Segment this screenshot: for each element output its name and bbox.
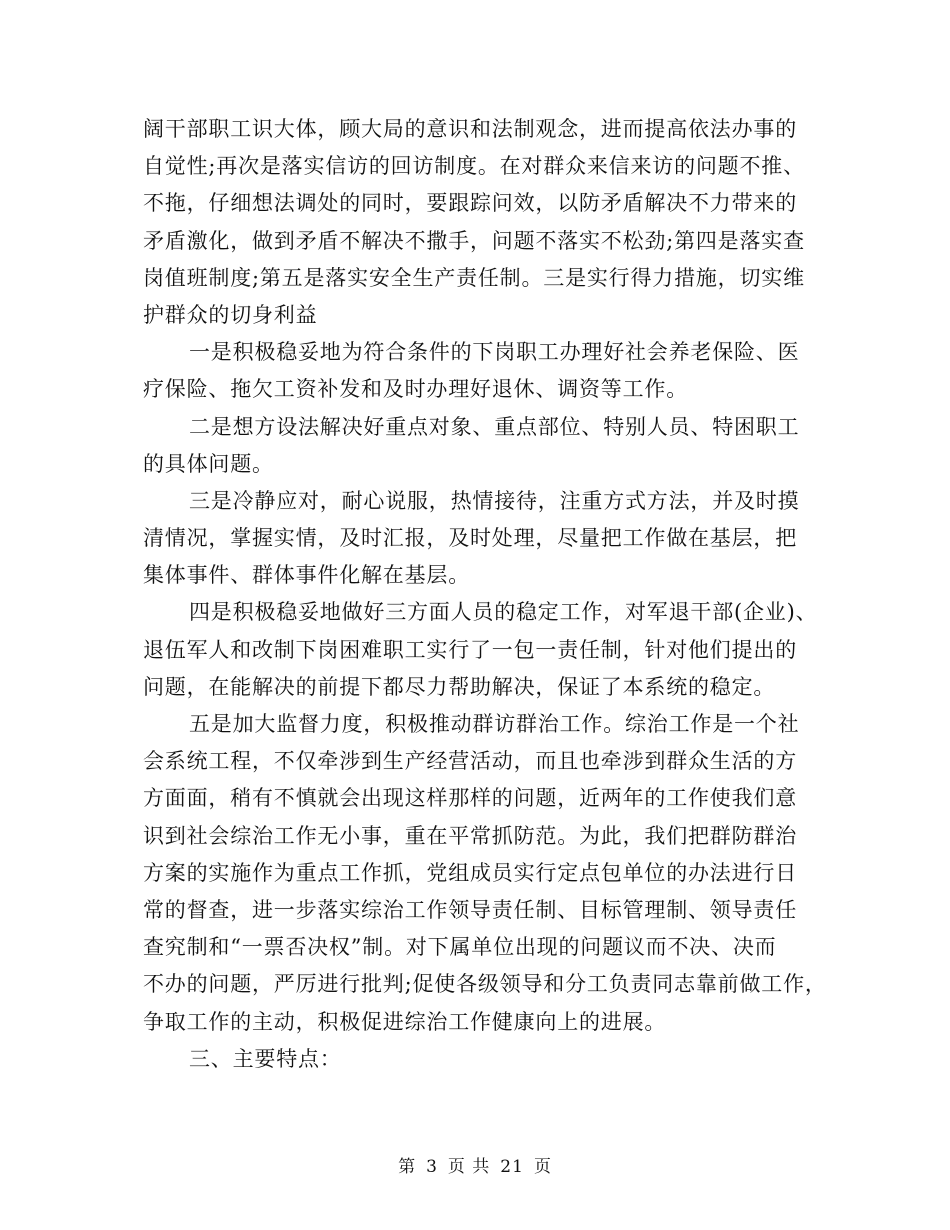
footer-middle: 页 共 [447, 1157, 491, 1177]
text-line: 不办的问题，严厉进行批判;促使各级领导和分工负责同志靠前做工作， [143, 972, 827, 997]
text-line: 方案的实施作为重点工作抓，党组成员实行定点包单位的办法进行日 [143, 860, 797, 885]
text-line: 会系统工程，不仅牵涉到生产经营活动，而且也牵涉到群众生活的方 [143, 749, 797, 774]
text-line: 集体事件、群体事件化解在基层。 [143, 563, 470, 588]
page-footer [0, 1152, 950, 1177]
text-line: 护群众的切身利益 [143, 302, 318, 327]
footer-prefix: 第 [398, 1157, 417, 1177]
footer-suffix: 页 [533, 1157, 552, 1177]
paragraph-start-line: 四是积极稳妥地做好三方面人员的稳定工作，对军退干部(企业)、 [189, 600, 818, 625]
document-body [143, 111, 827, 1078]
text-line: 退伍军人和改制下岗困难职工实行了一包一责任制，针对他们提出的 [143, 637, 797, 662]
text-line: 自觉性;再次是落实信访的回访制度。在对群众来信来访的问题不推、 [143, 154, 805, 179]
text-line: 的具体问题。 [143, 451, 274, 476]
paragraph-start-line: 五是加大监督力度，积极推动群访群治工作。综治工作是一个社 [189, 712, 800, 736]
text-line: 查究制和“一票否决权”制。对下属单位出现的问题议而不决、决而 [143, 935, 777, 960]
text-line: 识到社会综治工作无小事，重在平常抓防范。为此，我们把群防群治 [143, 823, 797, 848]
paragraph-start-line: 三是冷静应对，耐心说服，热情接待，注重方式方法，并及时摸 [189, 488, 800, 513]
text-line: 矛盾激化，做到矛盾不解决不撒手，问题不落实不松劲;第四是落实查 [143, 228, 805, 253]
paragraph-start-line: 一是积极稳妥地为符合条件的下岗职工办理好社会养老保险、医 [189, 340, 800, 365]
text-line: 岗值班制度;第五是落实安全生产责任制。三是实行得力措施，切实维 [143, 265, 805, 290]
text-line: 争取工作的主动，积极促进综治工作健康向上的进展。 [143, 1009, 667, 1034]
text-line: 不拖，仔细想法调处的同时，要跟踪问效，以防矛盾解决不力带来的 [143, 191, 797, 216]
text-line: 常的督查，进一步落实综治工作领导责任制、目标管理制、领导责任 [143, 897, 797, 922]
text-line: 清情况，掌握实情，及时汇报，及时处理，尽量把工作做在基层，把 [143, 526, 797, 551]
paragraph-start-line: 二是想方设法解决好重点对象、重点部位、特别人员、特困职工 [189, 414, 800, 439]
text-line: 疗保险、拖欠工资补发和及时办理好退休、调资等工作。 [143, 377, 688, 402]
footer-page-number: 3 [426, 1157, 438, 1177]
text-line: 方面面，稍有不慎就会出现这样那样的问题，近两年的工作使我们意 [143, 786, 797, 811]
section-heading: 三、主要特点： [189, 1046, 342, 1071]
text-line: 问题，在能解决的前提下都尽力帮助解决，保证了本系统的稳定。 [143, 674, 776, 699]
text-line: 阔干部职工识大体，顾大局的意识和法制观念，进而提高依法办事的 [143, 117, 797, 141]
footer-total-pages: 21 [500, 1157, 524, 1177]
